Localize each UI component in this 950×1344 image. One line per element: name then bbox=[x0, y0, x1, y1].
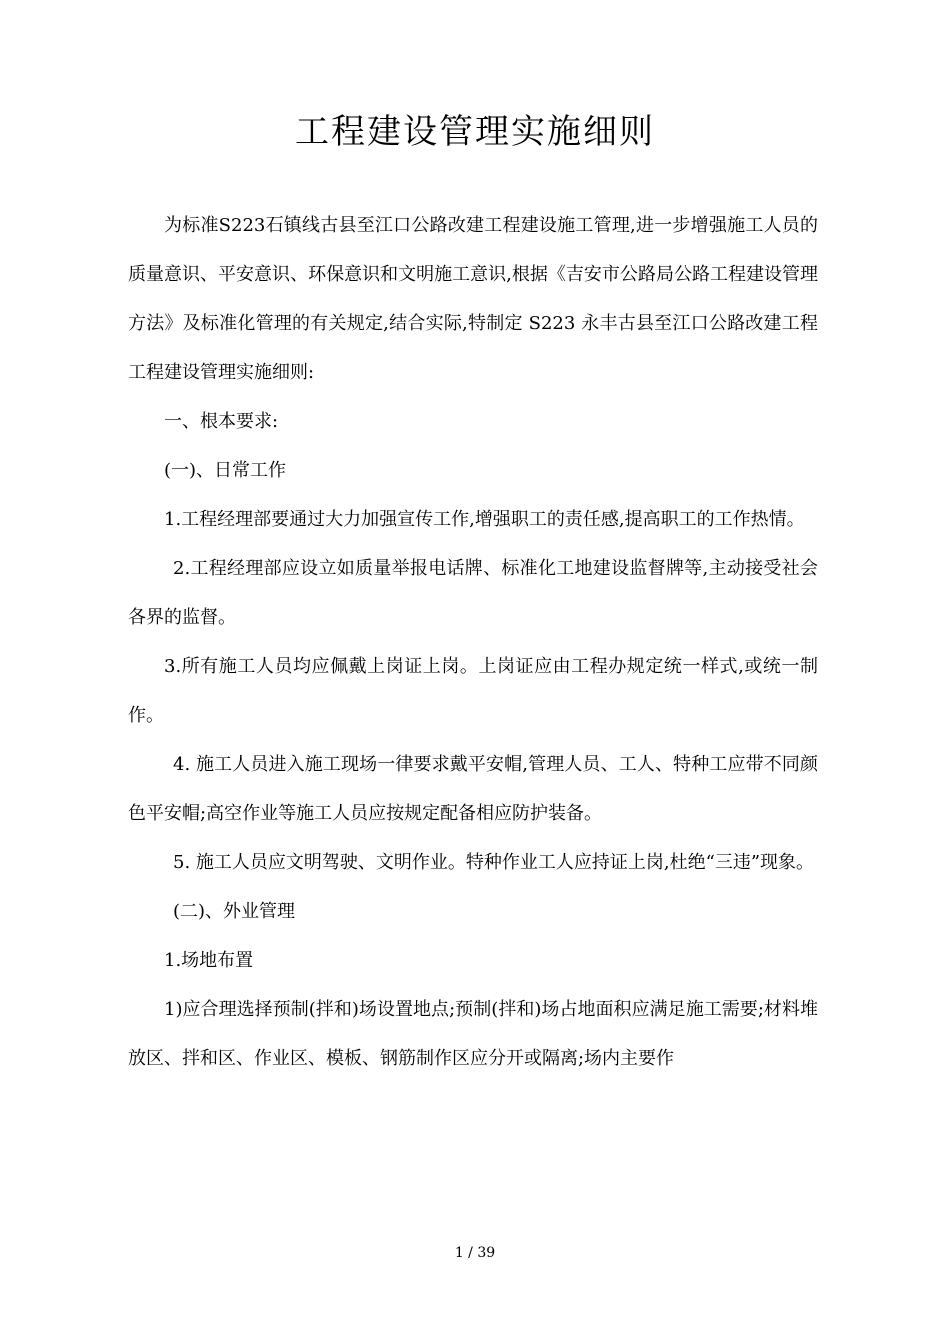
paragraph-item-3: 3.所有施工人员均应佩戴上岗证上岗。上岗证应由工程办规定统一样式,或统一制作。 bbox=[128, 656, 818, 726]
paragraph-item-5: 5. 施工人员应文明驾驶、文明作业。特种作业工人应持证上岗,杜绝“三违”现象。 bbox=[173, 852, 815, 873]
page-number: 1 / 39 bbox=[454, 1245, 496, 1261]
paragraph-site-layout-heading: 1.场地布置 bbox=[164, 950, 254, 971]
paragraph-item-2: 2.工程经理部应设立如质量举报电话牌、标准化工地建设监督牌等,主动接受社会各界的监督。 bbox=[128, 558, 818, 628]
paragraph-site-layout-1: 1)应合理选择预制(拌和)场设置地点;预制(拌和)场占地面积应满足施工需要;材料堆放区、拌和区、作业区、模板、钢筋制作区应分开或隔离;场内主要作 bbox=[128, 999, 818, 1069]
intro-paragraph: 为标准S223石镇线古县至江口公路改建工程建设施工管理,进一步增强施工人员的质量意识、平安意识、环保意识和文明施工意识,根据《吉安市公路局公路工程建设管理方法》及标准化管理的有关规定,结合实际,特制定 S223 永丰古县至江口公路改建工程工程建设管理实施细则: bbox=[128, 215, 818, 383]
document-title: 工程建设管理实施细则 bbox=[295, 112, 655, 152]
section-heading-basic-requirements: 一、根本要求: bbox=[164, 411, 279, 432]
paragraph-item-4: 4. 施工人员进入施工现场一律要求戴平安帽,管理人员、工人、特种工应带不同颜色平安帽;高空作业等施工人员应按规定配备相应防护装备。 bbox=[128, 754, 818, 824]
subsection-heading-daily-work: (一)、日常工作 bbox=[164, 460, 287, 481]
document-body bbox=[128, 201, 818, 1083]
subsection-heading-field-management: (二)、外业管理 bbox=[173, 901, 296, 922]
paragraph-item-1: 1.工程经理部要通过大力加强宣传工作,增强职工的责任感,提高职工的工作热情。 bbox=[164, 509, 805, 530]
